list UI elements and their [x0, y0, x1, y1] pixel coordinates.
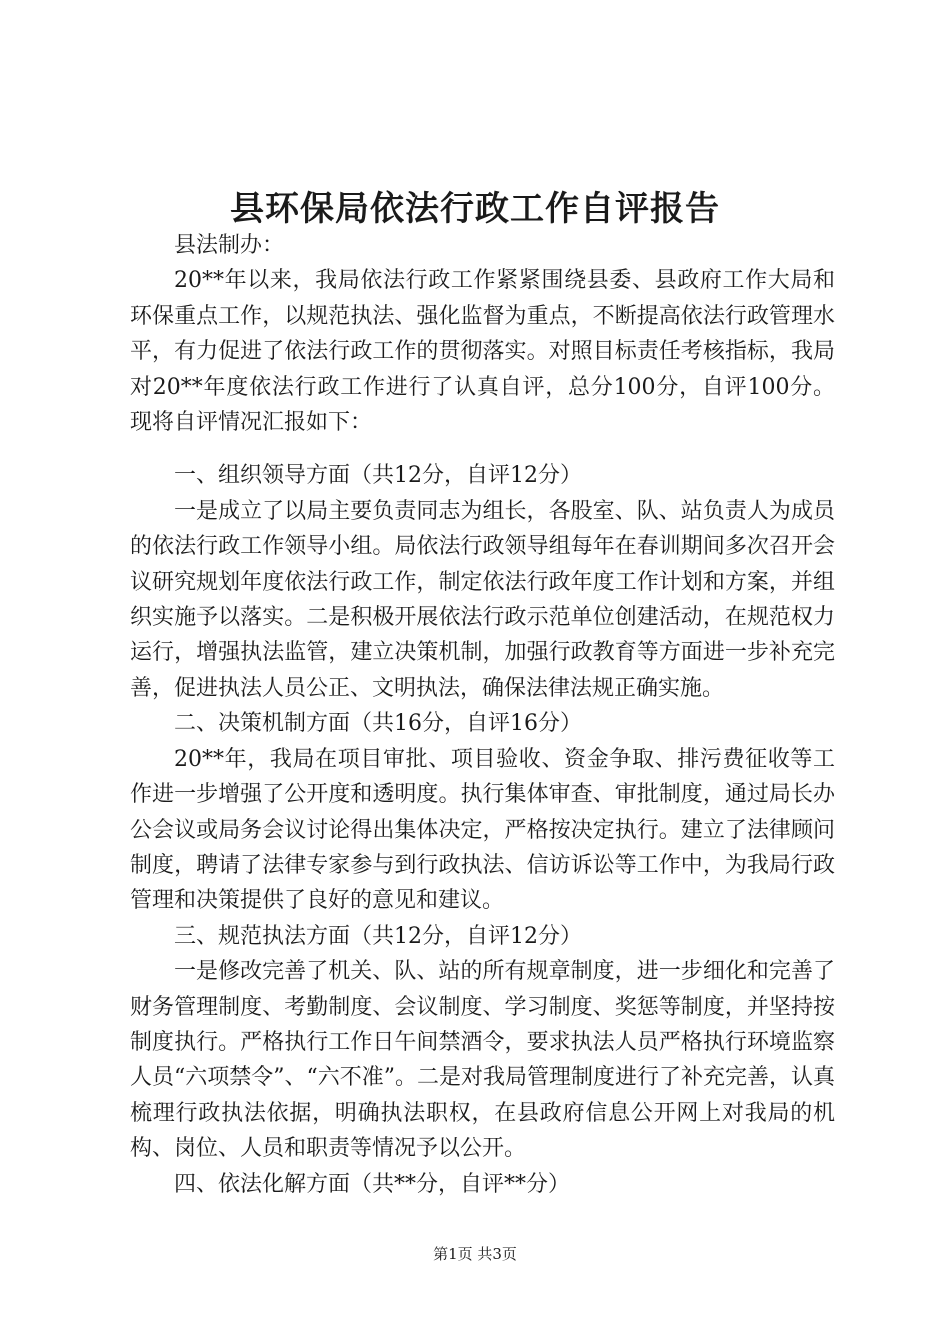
section-paragraph-3: 一是修改完善了机关、队、站的所有规章制度，进一步细化和完善了财务管理制度、考勤制度、会议制度、学习制度、奖惩等制度，并坚持按制度执行。严格执行工作日午间禁酒令，要求执法人员严格执行环境监察人员“六项禁令”、“六不准”。二是对我局管理制度进行了补充完善，认真梳理行政执法依据，明确执法职权，在县政府信息公开网上对我局的机构、岗位、人员和职责等情况予以公开。 [130, 959, 835, 1162]
section-heading-1: 一、组织领导方面（共12分，自评12分） [174, 463, 582, 489]
section-paragraph-2: 20**年，我局在项目审批、项目验收、资金争取、排污费征收等工作进一步增强了公开度和透明度。执行集体审查、审批制度，通过局长办公会议或局务会议讨论得出集体决定，严格按决定执行。建立了法律顾问制度，聘请了法律专家参与到行政执法、信访诉讼等工作中，为我局行政管理和决策提供了良好的意见和建议。 [130, 746, 835, 914]
section-paragraph-1: 一是成立了以局主要负责同志为组长，各股室、队、站负责人为成员的依法行政工作领导小组。局依法行政领导组每年在春训期间多次召开会议研究规划年度依法行政工作，制定依法行政年度工作计划和方案，并组织实施予以落实。二是积极开展依法行政示范单位创建活动，在规范权力运行，增强执法监管，建立决策机制，加强行政教育等方面进一步补充完善，促进执法人员公正、文明执法，确保法律法规正确实施。 [130, 498, 835, 701]
page-number-footer: 第1页 共3页 [433, 1245, 517, 1263]
document-title: 县环保局依法行政工作自评报告 [230, 189, 720, 229]
document-body [130, 228, 835, 1202]
salutation: 县法制办： [174, 233, 285, 258]
intro-paragraph: 20**年以来，我局依法行政工作紧紧围绕县委、县政府工作大局和环保重点工作，以规范执法、强化监督为重点，不断提高依法行政管理水平，有力促进了依法行政工作的贯彻落实。对照目标责任考核指标，我局对20**年度依法行政工作进行了认真自评，总分100分，自评100分。现将自评情况汇报如下： [130, 268, 835, 436]
section-heading-3: 三、规范执法方面（共12分，自评12分） [174, 923, 582, 949]
section-heading-4: 四、依法化解方面（共**分，自评**分） [174, 1171, 571, 1197]
section-heading-2: 二、决策机制方面（共16分，自评16分） [174, 711, 582, 737]
